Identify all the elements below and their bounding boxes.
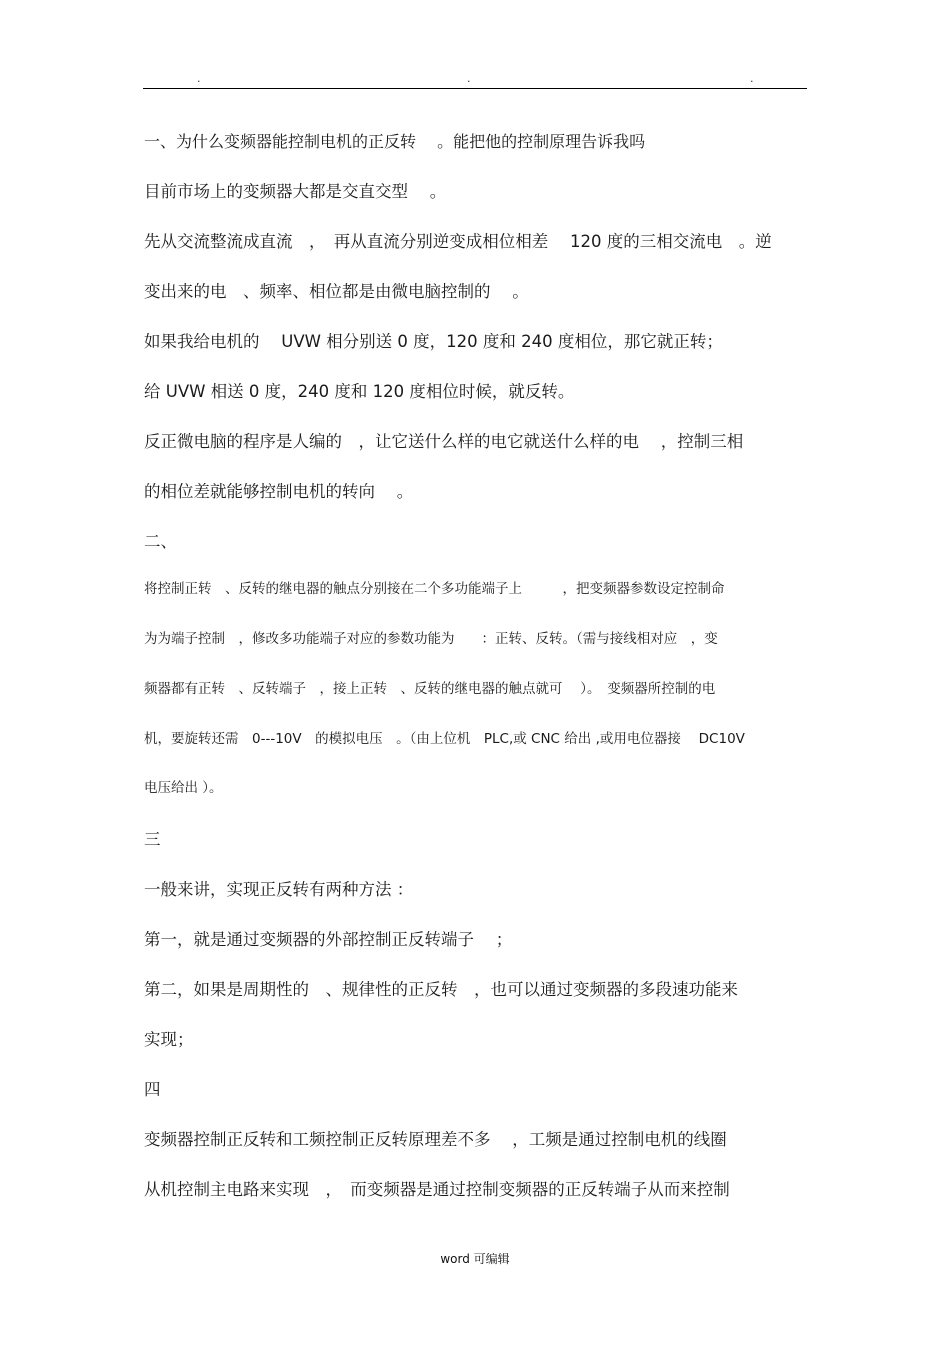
paragraph-line: 为为端子控制 ，修改多功能端子对应的参数功能为 ：正转、反转。（需与接线相对应 ，变 <box>144 631 718 647</box>
paragraph-line: 如果我给电机的 UVW 相分别送 0 度，120 度和 240 度相位，那它就正转； <box>144 332 723 351</box>
paragraph-line: 给 UVW 相送 0 度，240 度和 120 度相位时候，就反转。 <box>144 382 575 401</box>
paragraph-line: 目前市场上的变频器大都是交直交型 。 <box>144 182 447 201</box>
page-footer: word 可编辑 <box>440 1252 510 1266</box>
section-4-heading: 四 <box>144 1080 161 1099</box>
header-dot-right: . <box>750 72 754 85</box>
paragraph-line: 第一，就是通过变频器的外部控制正反转端子 ； <box>144 930 513 949</box>
paragraph-line: 机，要旋转还需 0---10V 的模拟电压 。（由上位机 PLC,或 CNC 给出 ,或用电位器接 DC10V <box>144 731 745 747</box>
header-dot-center: . <box>467 72 471 85</box>
paragraph-line: 实现； <box>144 1030 194 1049</box>
paragraph-line: 第二，如果是周期性的 、规律性的正反转 ，也可以通过变频器的多段速功能来 <box>144 980 738 999</box>
paragraph-line: 的相位差就能够控制电机的转向 。 <box>144 482 414 501</box>
paragraph-line: 变频器控制正反转和工频控制正反转原理差不多 ，工频是通过控制电机的线圈 <box>144 1130 727 1149</box>
paragraph-line: 频器都有正转 、反转端子 ，接上正转 、反转的继电器的触点就可 ）。 变频器所控制的电 <box>144 681 716 697</box>
paragraph-line: 变出来的电 、频率、相位都是由微电脑控制的 。 <box>144 282 529 301</box>
paragraph-line: 一般来讲，实现正反转有两种方法 ： <box>144 880 414 899</box>
paragraph-line: 从机控制主电路来实现 ， 而变频器是通过控制变频器的正反转端子从而来控制 <box>144 1180 730 1199</box>
paragraph-line: 反正微电脑的程序是人编的 ，让它送什么样的电它就送什么样的电 ，控制三相 <box>144 432 744 451</box>
section-3-heading: 三 <box>144 830 161 849</box>
paragraph-line: 电压给出 ）。 <box>144 780 223 796</box>
header-dot-left: . <box>197 72 201 85</box>
header-dots <box>0 72 950 86</box>
section-1-question: 一、为什么变频器能控制电机的正反转 。能把他的控制原理告诉我吗 <box>144 132 646 151</box>
paragraph-line: 将控制正转 、反转的继电器的触点分别接在二个多功能端子上 ，把变频器参数设定控制命 <box>144 581 725 597</box>
header-rule <box>143 88 807 89</box>
paragraph-line: 先从交流整流成直流 ， 再从直流分别逆变成相位相差 120 度的三相交流电 。逆 <box>144 232 772 251</box>
section-2-heading: 二、 <box>144 532 177 551</box>
